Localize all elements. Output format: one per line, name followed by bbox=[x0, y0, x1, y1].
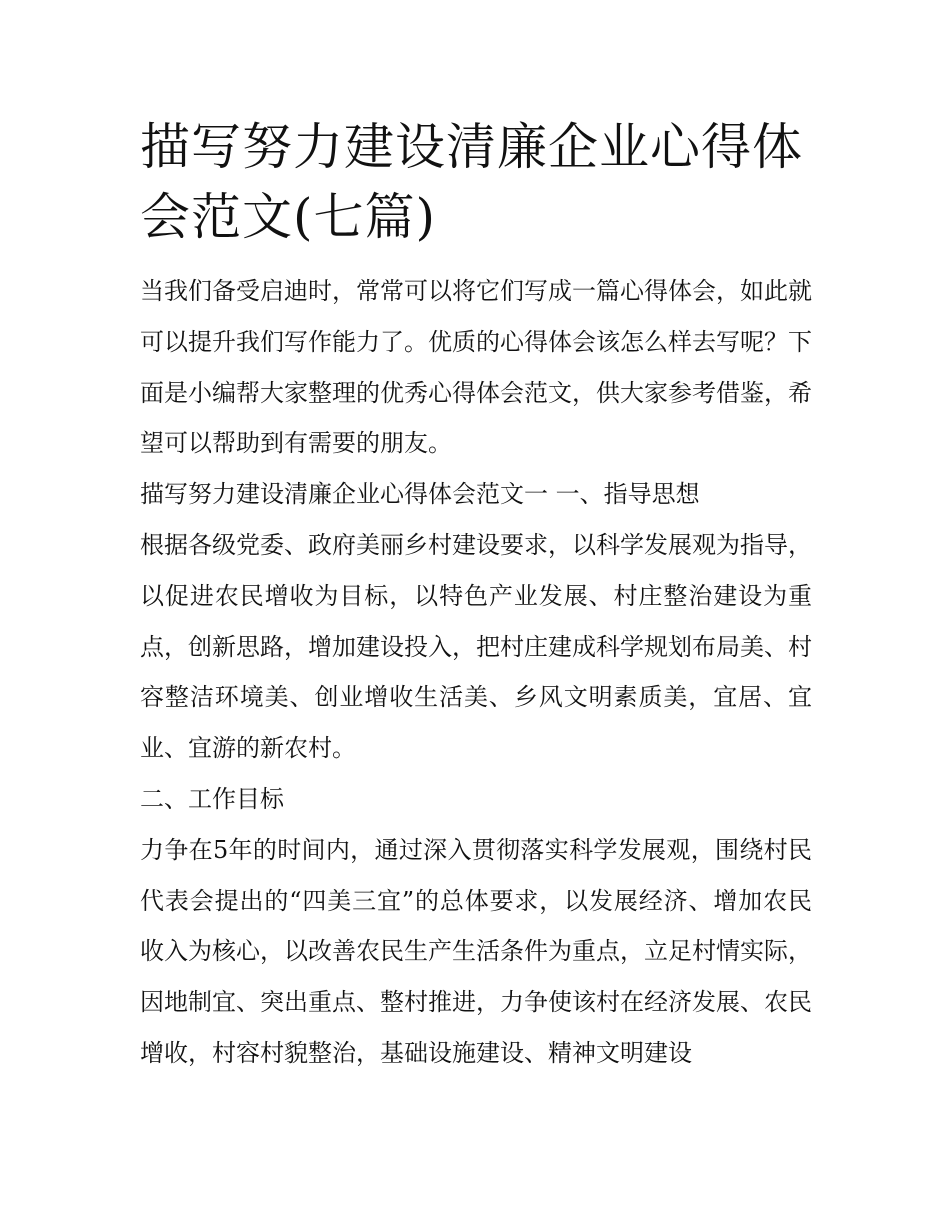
document-body bbox=[140, 266, 812, 1079]
section-heading-guiding-ideology: 描写努力建设清廉企业心得体会范文一 一、指导思想 bbox=[140, 480, 700, 509]
document-page bbox=[140, 112, 812, 1079]
document-title: 描写努力建设清廉企业心得体会范文(七篇) bbox=[140, 118, 803, 246]
section-heading-work-goals: 二、工作目标 bbox=[140, 784, 284, 813]
work-goals-paragraph: 力争在5年的时间内，通过深入贯彻落实科学发展观，围绕村民代表会提出的“四美三宜”的总体要求，以发展经济、增加农民收入为核心，以改善农民生产生活条件为重点，立足村情实际，因地制宜、突出重点、整村推进，力争使该村在经济发展、农民增收，村容村貌整治，基础设施建设、精神文明建设 bbox=[140, 835, 812, 1067]
guiding-ideology-paragraph: 根据各级党委、政府美丽乡村建设要求，以科学发展观为指导，以促进农民增收为目标，以特色产业发展、村庄整治建设为重点，创新思路，增加建设投入，把村庄建成科学规划布局美、村容整洁环境美、创业增收生活美、乡风文明素质美，宜居、宜业、宜游的新农村。 bbox=[140, 530, 812, 763]
intro-paragraph: 当我们备受启迪时，常常可以将它们写成一篇心得体会，如此就可以提升我们写作能力了。优质的心得体会该怎么样去写呢？下面是小编帮大家整理的优秀心得体会范文，供大家参考借鉴，希望可以帮助到有需要的朋友。 bbox=[140, 277, 812, 458]
